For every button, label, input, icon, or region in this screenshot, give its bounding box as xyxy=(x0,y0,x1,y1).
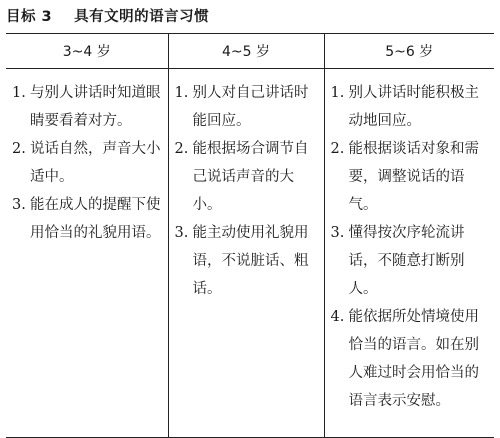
item-text: 能在成人的提醒下使用恰当的礼貌用语。 xyxy=(30,197,161,241)
item-text: 能依据所处情境使用恰当的语言。如在别人难过时会用恰当的语言表示安慰。 xyxy=(348,309,479,409)
goal-title: 具有文明的语言习惯 xyxy=(74,9,210,25)
list-item xyxy=(329,219,491,303)
item-text: 能根据场合调节自己说话声音的大小。 xyxy=(192,141,309,213)
goal-number: 目标 3 xyxy=(6,9,53,25)
item-number: 3. xyxy=(12,197,26,213)
item-text: 别人讲话时能积极主动地回应。 xyxy=(348,85,479,129)
item-text: 说话自然，声音大小适中。 xyxy=(30,141,161,185)
item-number: 3. xyxy=(330,225,345,241)
list-item xyxy=(10,79,164,135)
column-3-4 xyxy=(6,69,168,438)
list-item xyxy=(329,79,491,135)
list-item xyxy=(173,79,320,135)
column-4-5 xyxy=(168,69,324,438)
list-item xyxy=(329,303,491,415)
list-item xyxy=(10,135,164,191)
item-text: 别人对自己讲话时能回应。 xyxy=(192,85,309,129)
item-text: 能根据谈话对象和需要，调整说话的语气。 xyxy=(348,141,479,213)
goal-table xyxy=(6,33,494,438)
age-header-row xyxy=(6,34,494,69)
item-number: 1. xyxy=(12,85,26,101)
age-header-3-4: 3~4 岁 xyxy=(6,34,168,69)
item-number: 1. xyxy=(174,85,189,101)
goal-list-5-6 xyxy=(329,79,491,415)
list-item xyxy=(10,191,164,247)
age-header-5-6: 5~6 岁 xyxy=(324,34,494,69)
goal-list-4-5 xyxy=(173,79,320,303)
item-number: 4. xyxy=(330,309,345,325)
item-number: 2. xyxy=(330,141,345,157)
list-item xyxy=(173,219,320,303)
goal-content-row xyxy=(6,69,494,438)
item-text: 与别人讲话时知道眼睛要看着对方。 xyxy=(30,85,161,129)
list-item xyxy=(329,135,491,219)
item-number: 1. xyxy=(330,85,345,101)
goal-list-3-4 xyxy=(10,79,164,247)
item-number: 2. xyxy=(12,141,26,157)
column-5-6 xyxy=(324,69,494,438)
list-item xyxy=(173,135,320,219)
item-number: 3. xyxy=(174,225,189,241)
item-text: 能主动使用礼貌用语，不说脏话、粗话。 xyxy=(192,225,309,297)
item-number: 2. xyxy=(174,141,189,157)
item-text: 懂得按次序轮流讲话，不随意打断别人。 xyxy=(348,225,465,297)
goal-heading xyxy=(6,5,209,26)
age-header-4-5: 4~5 岁 xyxy=(168,34,324,69)
